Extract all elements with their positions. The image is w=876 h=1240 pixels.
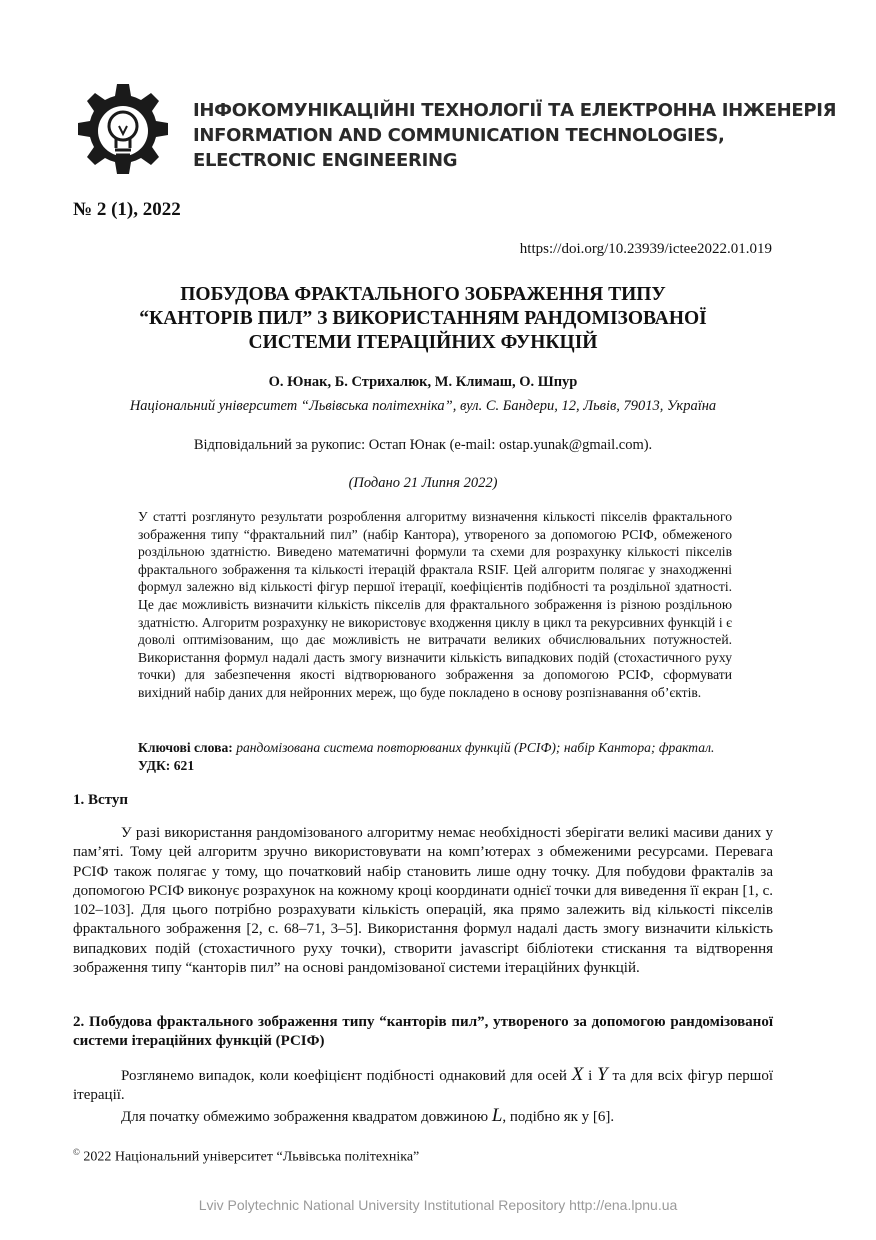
issue-number: № 2 (1), 2022 bbox=[73, 199, 181, 220]
affiliation: Національний університет “Львівська політехніка”, вул. С. Бандери, 12, Львів, 79013, Україна bbox=[129, 398, 717, 414]
article-title-line: “КАНТОРІВ ПИЛ” З ВИКОРИСТАННЯМ РАНДОМІЗОВАНОЇ bbox=[139, 308, 707, 329]
paragraph: У разі використання рандомізованого алгоритму немає необхідності зберігати великі масиви даних у пам’яті. Тому цей алгоритм зручно використовувати на комп’ютерах з обмеженими ресурсами. Перевага РСІФ також полягає у тому, що початковий набір становить лише одну точку. Для побудови фракталів за допомогою РСІФ виконує розрахунок на кожному кроці координати однієї точки для виведення її екран [1, с. 102–103]. Для цього потрібно розрахувати кількість операцій, яка прямо залежить від кількості пікселів фрактального зображення [2, с. 68–71, 3–5]. Використання формул надалі дасть змогу визначити кількість випадкових подій (стохастичного руху точки), створити javascript бібліотеки стискання та відтворення зображення типу “канторів пил” на основі рандомізованої системи ітераційних функцій. bbox=[73, 825, 773, 977]
authors: О. Юнак, Б. Стрихалюк, М. Климаш, О. Шпур bbox=[268, 374, 578, 390]
copyright-notice: © 2022 Національний університет “Львівська політехніка” bbox=[73, 1147, 420, 1165]
paragraph: Розглянемо випадок, коли коефіцієнт подібності однаковий для осей X і Y та для всіх фігур першої ітерації. bbox=[73, 1064, 774, 1104]
section-heading-construction: 2. Побудова фрактального зображення типу “канторів пил”, утвореного за допомогою рандомізованої системи ітераційних функцій (РСІФ) bbox=[73, 1014, 773, 1050]
submission-date: (Подано 21 Липня 2022) bbox=[348, 475, 498, 491]
section-heading-intro: 1. Вступ bbox=[73, 792, 128, 808]
journal-title-eng-1: INFORMATION AND COMMUNICATION TECHNOLOGIES, bbox=[193, 125, 725, 146]
article-title bbox=[73, 283, 773, 355]
article-title-line: СИСТЕМИ ІТЕРАЦІЙНИХ ФУНКЦІЙ bbox=[248, 332, 598, 353]
variable-x: X bbox=[571, 1064, 584, 1085]
variable-l: L bbox=[491, 1104, 503, 1126]
variable-y: Y bbox=[597, 1064, 608, 1085]
keywords-label: Ключові слова: bbox=[138, 740, 233, 755]
journal-title-eng-2: ELECTRONIC ENGINEERING bbox=[193, 150, 458, 171]
copyright-symbol: © bbox=[73, 1147, 80, 1157]
doi-link[interactable]: https://doi.org/10.23939/ictee2022.01.019 bbox=[519, 241, 772, 257]
journal-title bbox=[193, 98, 836, 173]
repository-footer: Lviv Polytechnic National University Institutional Repository http://ena.lpnu.ua bbox=[198, 1197, 678, 1213]
section-construction-body bbox=[73, 1065, 773, 1127]
journal-gear-lightbulb-logo bbox=[73, 82, 173, 184]
article-title-line: ПОБУДОВА ФРАКТАЛЬНОГО ЗОБРАЖЕННЯ ТИПУ bbox=[180, 284, 666, 305]
paragraph: Для початку обмежимо зображення квадратом довжиною L, подібно як у [6]. bbox=[121, 1104, 615, 1126]
abstract: У статті розглянуто результати розроблення алгоритму визначення кількості пікселів фрактального зображення типу “фрактальний пил” (набір Кантора), утвореного за допомогою РСІФ, обмеженого роздільною здатністю. Виведено математичні формули та схеми для розрахунку кількості пікселів фрактального зображення та кількості ітерацій фрактала RSIF. Цей алгоритм полягає у знаходженні формул залежно від кількості фігур першої ітерації, коефіцієнтів подібності та роздільної здатності. Це дає можливість визначити кількість пікселів для фрактального зображення із різною роздільною здатністю. Алгоритм розрахунку не використовує входження циклу в цикл та рекурсивних функцій і є доволі оптимізованим, що дає можливість не витрачати великих обчислювальних потужностей. Використання формул надалі дасть змогу визначити кількість випадкових подій (стохастичного руху точки) для забезпечення якості відтворюваного зображення за допомогою РСІФ, сформувати вихідний набір даних для нейронних мереж, що буде покладено в основу розпізнавання об’єктів. bbox=[138, 509, 732, 700]
keywords-list: рандомізована система повторюваних функцій (РСІФ); набір Кантора; фрактал. bbox=[236, 740, 715, 755]
udc-code: УДК: 621 bbox=[138, 757, 195, 773]
journal-title-ukr: ІНФОКОМУНІКАЦІЙНІ ТЕХНОЛОГІЇ ТА ЕЛЕКТРОННА ІНЖЕНЕРІЯ bbox=[193, 100, 837, 121]
keywords-block bbox=[138, 739, 758, 774]
section-intro-body bbox=[73, 824, 773, 978]
corresponding-author: Відповідальний за рукопис: Остап Юнак (e-mail: ostap.yunak@gmail.com). bbox=[193, 437, 653, 453]
